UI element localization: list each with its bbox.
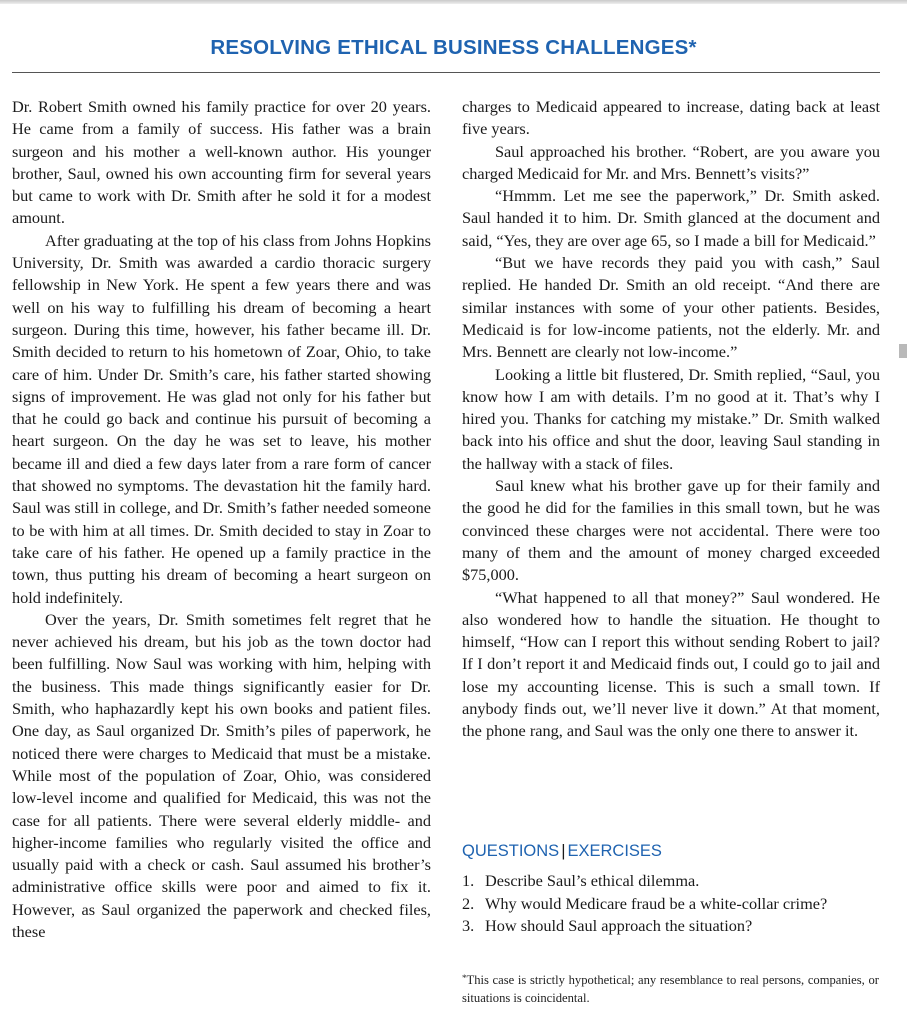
question-number: 2. bbox=[462, 893, 475, 913]
question-number: 3. bbox=[462, 916, 475, 935]
heading-separator: | bbox=[561, 842, 566, 860]
list-item bbox=[462, 870, 882, 893]
scrollbar-thumb[interactable] bbox=[899, 344, 907, 358]
paragraph: “Hmmm. Let me see the paperwork,” Dr. Smith asked. Saul handed it to him. Dr. Smith glanced at the document and said, “Yes, they are over age 65, so I made a bill for Medicaid.” bbox=[462, 186, 880, 250]
question-text: How should Saul approach the situation? bbox=[485, 916, 753, 935]
page-title: RESOLVING ETHICAL BUSINESS CHALLENGES* bbox=[210, 36, 697, 59]
question-text: Why would Medicare fraud be a white-collar crime? bbox=[485, 893, 828, 913]
paragraph: “What happened to all that money?” Saul wondered. He also wondered how to handle the situation. He thought to himself, “How can I report this without sending Robert to jail? If I don’t report it and Medicaid finds out, I could go to jail and lose my accounting license. This is such a small town. If anybody finds out, we’ll never live it down.” At that moment, the phone rang, and Saul was the only one there to answer it. bbox=[462, 587, 880, 741]
question-number: 1. bbox=[462, 871, 475, 890]
paragraph: Saul approached his brother. “Robert, are you aware you charged Medicaid for Mr. and Mrs. Bennett’s visits?” bbox=[462, 141, 880, 183]
paragraph: Looking a little bit flustered, Dr. Smith replied, “Saul, you know how I am with details. I’m no good at it. That’s why I hired you. Thanks for catching my mistake.” Dr. Smith walked back into his office and shut the door, leaving Saul standing in the hallway with a stack of files. bbox=[462, 364, 880, 473]
questions-list bbox=[462, 870, 882, 938]
left-text-column bbox=[12, 96, 431, 943]
paragraph: Dr. Robert Smith owned his family practice for over 20 years. He came from a family of success. His father was a brain surgeon and his mother a well-known author. His younger brother, Saul, owned his own accounting firm for several years but came to work with Dr. Smith after he sold it for a modest amount. bbox=[12, 97, 431, 228]
footnote-text: This case is strictly hypothetical; any resemblance to real persons, companies, or situations is coincidental. bbox=[462, 973, 879, 1005]
paragraph: charges to Medicaid appeared to increase, dating back at least five years. bbox=[462, 97, 880, 139]
paragraph: After graduating at the top of his class from Johns Hopkins University, Dr. Smith was awarded a cardio thoracic surgery fellowship in New York. He spent a few years there and was well on his way to fulfilling his dream of becoming a heart surgeon. During this time, however, his father became ill. Dr. Smith decided to return to his hometown of Zoar, Ohio, to take care of him. Under Dr. Smith’s care, his father started showing signs of improvement. He was glad not only for his father but that he could go back and continue his pursuit of becoming a heart surgeon. On the day he was set to leave, his mother became ill and died a few days later from a rare form of cancer that showed no symptoms. The devastation hit the family hard. Saul was still in college, and Dr. Smith’s father needed someone to be with him at all times. Dr. Smith decided to stay in Zoar to take care of his father. He opened up a family practice in the town, thus putting his dream of becoming a heart surgeon on hold indefinitely. bbox=[12, 230, 431, 607]
questions-heading bbox=[462, 842, 662, 861]
top-shadow-bar bbox=[0, 0, 907, 4]
paragraph: “But we have records they paid you with cash,” Saul replied. He handed Dr. Smith an old receipt. “And there are similar instances with some of your other patients. Besides, Medicaid is for low-income patients, not the elderly. Mr. and Mrs. Bennett are clearly not low-income.” bbox=[462, 253, 880, 362]
exercises-label: EXERCISES bbox=[567, 842, 662, 860]
list-item bbox=[462, 915, 882, 938]
right-text-column bbox=[462, 96, 880, 743]
footnote bbox=[462, 970, 879, 1007]
paragraph: Saul knew what his brother gave up for their family and the good he did for the families in this small town, but he was convinced these charges were not accidental. There were too many of them and the amount of money charged exceeded $75,000. bbox=[462, 476, 880, 585]
title-divider bbox=[12, 72, 880, 73]
list-item bbox=[462, 893, 882, 916]
questions-label: QUESTIONS bbox=[462, 842, 560, 860]
paragraph: Over the years, Dr. Smith sometimes felt regret that he never achieved his dream, but his job as the town doctor had been fulfilling. Now Saul was working with him, helping with the business. This made things significantly easier for Dr. Smith, who haphazardly kept his own books and patient files. One day, as Saul organized Dr. Smith’s piles of paperwork, he noticed there were charges to Medicaid that must be a mistake. While most of the population of Zoar, Ohio, was considered low-level income and qualified for Medicaid, this was not the case for all patients. There were several elderly middle- and higher-income families who regularly visited the office and usually paid with a check or cash. Saul assumed his brother’s administrative office skills were poor and aimed to fix it. However, as Saul organized the paperwork and checked files, these bbox=[12, 609, 431, 941]
footnote-mark: * bbox=[462, 973, 467, 983]
question-text: Describe Saul’s ethical dilemma. bbox=[485, 871, 700, 890]
